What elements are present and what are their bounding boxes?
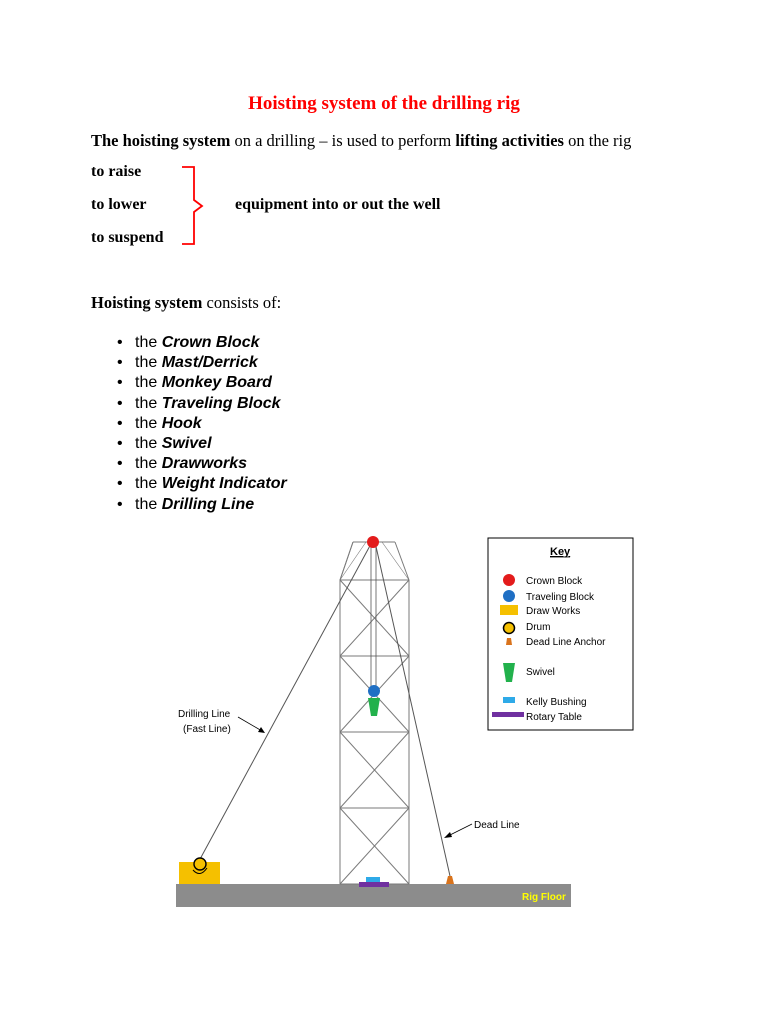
component-name: Swivel bbox=[161, 435, 212, 453]
list-item bbox=[117, 353, 287, 373]
consists-bold: Hoisting system bbox=[91, 293, 203, 312]
component-prefix: the bbox=[135, 455, 158, 473]
component-prefix: the bbox=[135, 495, 158, 513]
action-lower: to lower bbox=[91, 196, 147, 213]
component-prefix: the bbox=[135, 435, 158, 453]
intro-paragraph bbox=[91, 131, 631, 151]
page-title: Hoisting system of the drilling rig bbox=[248, 93, 520, 114]
red-circle-icon bbox=[503, 574, 515, 586]
bullet-icon: • bbox=[117, 334, 123, 351]
dead-line-label: Dead Line bbox=[474, 820, 520, 831]
component-prefix: the bbox=[135, 374, 158, 392]
drilling-line-arrow-icon bbox=[258, 727, 265, 733]
traveling-block bbox=[368, 685, 380, 697]
component-name: Traveling Block bbox=[161, 394, 281, 412]
consists-heading bbox=[91, 293, 281, 313]
action-target: equipment into or out the well bbox=[235, 196, 441, 213]
bullet-icon: • bbox=[117, 495, 123, 513]
key-label-rotary-table: Rotary Table bbox=[526, 712, 582, 723]
dead-line bbox=[375, 542, 450, 876]
component-prefix: the bbox=[135, 394, 158, 412]
rig-floor-label: Rig Floor bbox=[522, 892, 566, 903]
component-name: Monkey Board bbox=[161, 374, 272, 392]
rotary-table-icon bbox=[492, 712, 524, 717]
key-label-swivel: Swivel bbox=[526, 667, 555, 678]
intro-text-end: on the rig bbox=[563, 131, 632, 150]
component-name: Crown Block bbox=[161, 334, 260, 351]
component-prefix: the bbox=[135, 354, 158, 372]
component-name: Mast/Derrick bbox=[161, 354, 258, 372]
key-label-traveling-block: Traveling Block bbox=[526, 592, 594, 603]
list-item bbox=[117, 414, 287, 434]
component-name: Drawworks bbox=[161, 455, 248, 473]
kelly-bushing-icon bbox=[503, 697, 515, 703]
drum bbox=[194, 858, 206, 870]
intro-bold-lifting: lifting activities bbox=[455, 131, 564, 150]
key-title: Key bbox=[550, 546, 571, 558]
dead-line-anchor bbox=[446, 876, 454, 884]
component-name: Hook bbox=[161, 414, 202, 432]
bullet-icon: • bbox=[117, 475, 123, 493]
brace-icon bbox=[180, 164, 220, 248]
key-label-dead-line-anchor: Dead Line Anchor bbox=[526, 637, 606, 648]
drilling-line-pointer bbox=[238, 717, 262, 731]
crown-block bbox=[367, 536, 379, 548]
component-name: Drilling Line bbox=[161, 495, 255, 513]
blue-circle-icon bbox=[503, 590, 515, 602]
list-item bbox=[117, 495, 287, 515]
swivel bbox=[368, 698, 380, 716]
dead-line-arrow-icon bbox=[444, 832, 452, 838]
intro-text-middle: on a drilling – is used to perform bbox=[230, 131, 456, 150]
list-item bbox=[117, 394, 287, 414]
list-item bbox=[117, 454, 287, 474]
bullet-icon: • bbox=[117, 455, 123, 473]
fast-line bbox=[199, 542, 372, 861]
key-label-draw-works: Draw Works bbox=[526, 606, 581, 617]
yellow-rect-icon bbox=[500, 605, 518, 615]
component-name: Weight Indicator bbox=[161, 475, 287, 493]
key-label-drum: Drum bbox=[526, 622, 551, 633]
components-list bbox=[117, 333, 287, 515]
bullet-icon: • bbox=[117, 414, 123, 432]
bullet-icon: • bbox=[117, 354, 123, 372]
component-prefix: the bbox=[135, 475, 158, 493]
key-label-kelly-bushing: Kelly Bushing bbox=[526, 697, 587, 708]
rig-diagram bbox=[170, 530, 640, 910]
list-item bbox=[117, 434, 287, 454]
bullet-icon: • bbox=[117, 435, 123, 453]
consists-rest: consists of: bbox=[202, 293, 282, 312]
bullet-icon: • bbox=[117, 394, 123, 412]
intro-bold-hoisting: The hoisting system bbox=[91, 131, 231, 150]
fast-line-label: (Fast Line) bbox=[183, 724, 231, 735]
bullet-icon: • bbox=[117, 374, 123, 392]
component-prefix: the bbox=[135, 334, 158, 351]
list-item bbox=[117, 474, 287, 494]
dead-line-pointer bbox=[448, 824, 472, 836]
rotary-table bbox=[359, 882, 389, 887]
drum-icon bbox=[504, 623, 515, 634]
list-item bbox=[117, 333, 287, 353]
action-raise: to raise bbox=[91, 163, 142, 180]
action-suspend: to suspend bbox=[91, 229, 164, 246]
anchor-icon bbox=[506, 638, 512, 645]
rig-floor bbox=[176, 884, 571, 907]
key-label-crown-block: Crown Block bbox=[526, 576, 583, 587]
list-item bbox=[117, 373, 287, 393]
drilling-line-label: Drilling Line bbox=[178, 709, 231, 720]
component-prefix: the bbox=[135, 414, 158, 432]
